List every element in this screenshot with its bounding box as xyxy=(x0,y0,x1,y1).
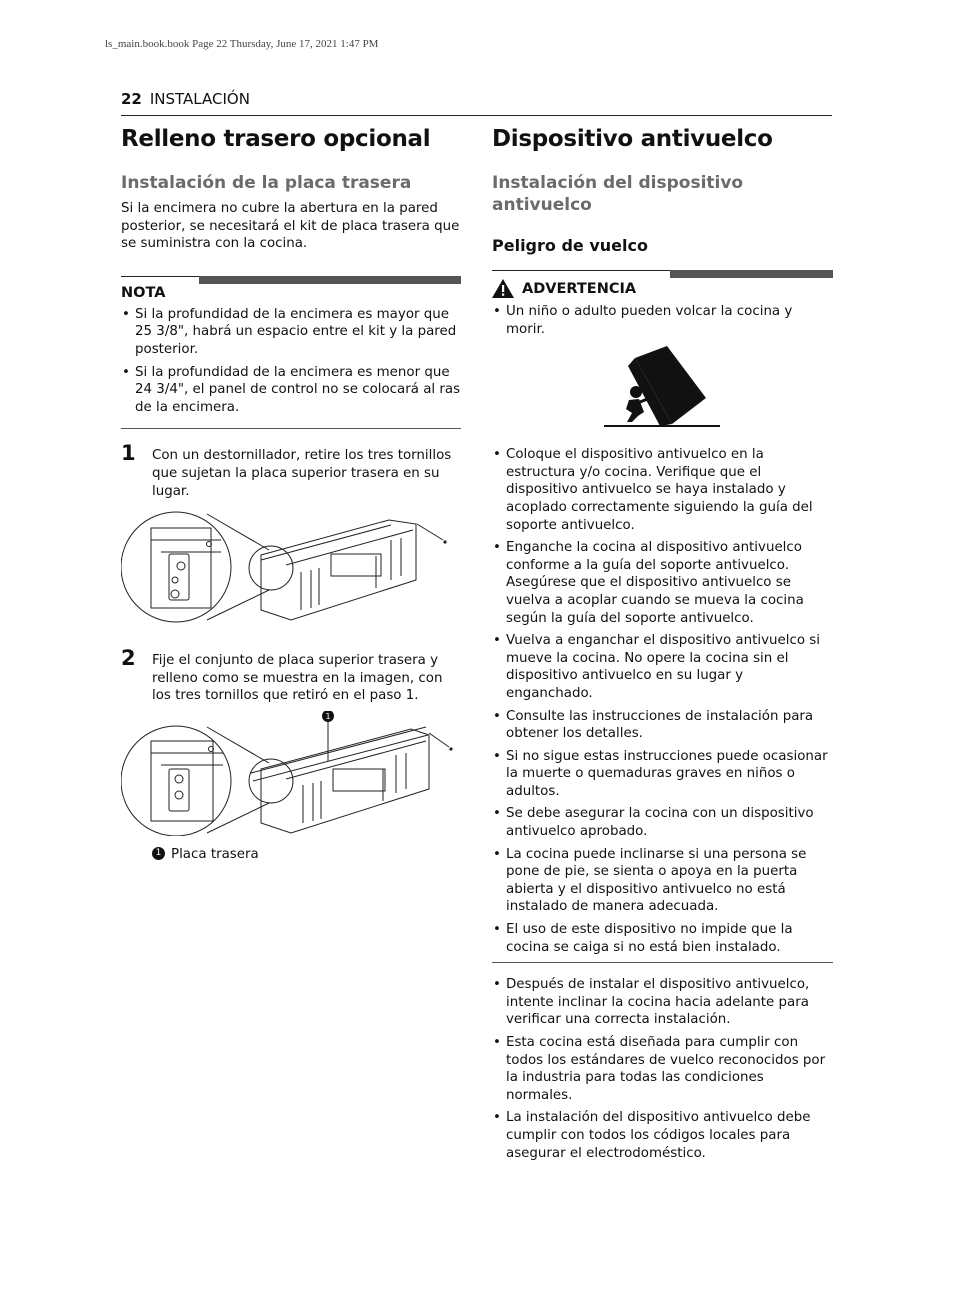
note-item: • La instalación del dispositivo antivuelco debe cumplir con todos los códigos locales para asegurar el electrodoméstico. xyxy=(492,1109,833,1162)
warning-item: • Un niño o adulto pueden volcar la cocina y morir. xyxy=(492,303,833,338)
requirement-item: • Si no sigue estas instrucciones puede ocasionar la muerte o quemaduras graves en niños o adultos. xyxy=(492,748,833,801)
requirement-item: • Enganche la cocina al dispositivo antivuelco conforme a la guía del soporte antivuelco. Asegúrese que el dispositivo antivuelco se vuelva a acoplar cuando se mueva la cocina según la guía del soporte antivuelco. xyxy=(492,539,833,627)
note-list xyxy=(121,306,461,417)
requirement-item: • Coloque el dispositivo antivuelco en la estructura y/o cocina. Verifique que el dispositivo antivuelco se haya instalado y acoplado correctamente siguiendo la guía del soporte antivuelco. xyxy=(492,446,833,534)
requirement-item: • Vuelva a enganchar el dispositivo antivuelco si mueve la cocina. No opere la cocina sin el dispositivo antivuelco en su lugar y enganchado. xyxy=(492,632,833,702)
warning-top-rule xyxy=(492,270,833,283)
note-item: • Esta cocina está diseñada para cumplir con todos los estándares de vuelco reconocidos por la industria para todas las condiciones normales. xyxy=(492,1034,833,1104)
illustration-callout-1: 1 xyxy=(325,711,331,721)
warning-label: ADVERTENCIA xyxy=(522,280,637,297)
note-top-rule xyxy=(121,276,461,289)
left-subtitle: Instalación de la placa trasera xyxy=(121,173,412,193)
hazard-title: Peligro de vuelco xyxy=(492,236,648,255)
warning-list xyxy=(492,303,833,338)
callout-legend xyxy=(121,846,461,864)
backguard-removal-illustration xyxy=(121,510,461,630)
requirement-item: • La cocina puede inclinarse si una persona se pone de pie, se sienta o apoya en la puerta abierta y el dispositivo antivuelco no está instalado de manera adecuada. xyxy=(492,846,833,916)
note-label: NOTA xyxy=(121,284,166,301)
left-title: Relleno trasero opcional xyxy=(121,126,431,152)
left-intro: Si la encimera no cubre la abertura en la pared posterior, se necesitará el kit de placa trasera que se suministra con la cocina. xyxy=(121,201,460,252)
antitip-notes-list xyxy=(492,976,833,1162)
right-subtitle: Instalación del dispositivo antivuelco xyxy=(492,173,744,215)
step-text: Fije el conjunto de placa superior trasera y relleno como se muestra en la imagen, con los tres tornillos que retiró en el paso 1. xyxy=(152,653,443,704)
section-name: INSTALACIÓN xyxy=(149,90,250,108)
step-number: 2 xyxy=(121,646,136,671)
note-item: • Si la profundidad de la encimera es menor que 24 3/4", el panel de control no se colocará al ras de la encimera. xyxy=(121,364,461,417)
step-1 xyxy=(121,441,461,500)
requirement-item: • Se debe asegurar la cocina con un dispositivo antivuelco aprobado. xyxy=(492,805,833,840)
right-column xyxy=(492,124,833,1167)
right-title: Dispositivo antivuelco xyxy=(492,126,773,152)
callout-label: Placa trasera xyxy=(171,846,259,862)
step-2 xyxy=(121,646,461,705)
requirement-item: • El uso de este dispositivo no impide que la cocina se caiga si no está bien instalado. xyxy=(492,921,833,956)
left-column xyxy=(121,124,461,864)
note-item: • Después de instalar el dispositivo antivuelco, intente inclinar la cocina hacia adelante para verificar una correcta instalación. xyxy=(492,976,833,1029)
requirement-item: • Consulte las instrucciones de instalación para obtener los detalles. xyxy=(492,708,833,743)
antitip-requirements-list xyxy=(492,446,833,956)
note-item: • Si la profundidad de la encimera es mayor que 25 3/8", habrá un espacio entre el kit y la pared posterior. xyxy=(121,306,461,359)
step-text: Con un destornillador, retire los tres tornillos que sujetan la placa superior trasera en su lugar. xyxy=(152,448,452,499)
callout-marker: 1 xyxy=(152,847,165,860)
running-header xyxy=(121,90,832,116)
print-header: ls_main.book.book Page 22 Thursday, June 17, 2021 1:47 PM xyxy=(105,38,379,50)
step-number: 1 xyxy=(121,441,136,466)
page-number: 22 xyxy=(121,90,142,108)
tip-over-hazard-icon xyxy=(492,346,833,434)
backguard-install-illustration xyxy=(121,711,461,836)
